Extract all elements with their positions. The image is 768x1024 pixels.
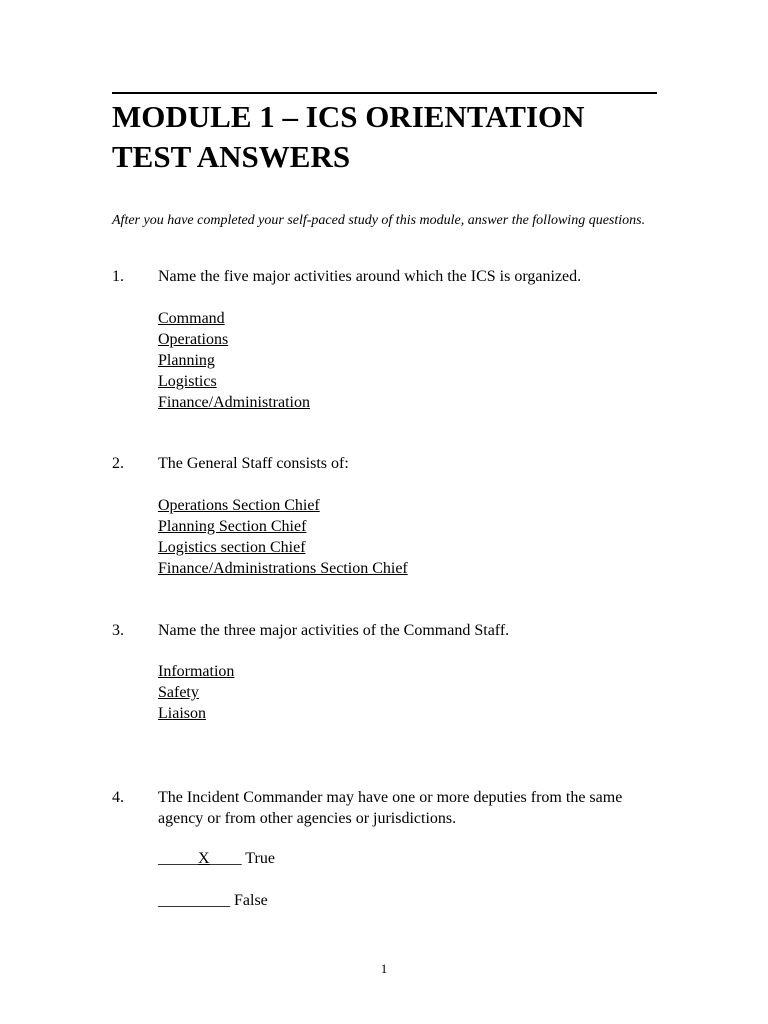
question-4-text: The Incident Commander may have one or more deputies from the same agency or from other agencies or jurisdictions. xyxy=(158,789,623,827)
title-line-2: TEST ANSWERS xyxy=(112,139,351,174)
page-number: 1 xyxy=(380,961,388,976)
question-1-answers xyxy=(158,308,310,413)
answer-item: Planning Section Chief xyxy=(158,518,307,535)
question-4-number: 4. xyxy=(112,789,124,806)
true-option xyxy=(158,848,275,869)
answer-item: Operations Section Chief xyxy=(158,497,320,514)
false-option xyxy=(158,890,268,911)
blank-line: _____ xyxy=(158,850,198,867)
question-2-text: The General Staff consists of: xyxy=(158,455,349,472)
answer-item: Operations xyxy=(158,331,229,348)
answer-item: Finance/Administrations Section Chief xyxy=(158,560,408,577)
answer-item: Information xyxy=(158,663,235,680)
question-3-number: 3. xyxy=(112,622,124,639)
answer-mark: X xyxy=(198,850,210,867)
blank-line: ____ xyxy=(209,850,242,867)
question-3-answers xyxy=(158,661,234,724)
answer-item: Safety xyxy=(158,684,199,701)
answer-item: Liaison xyxy=(158,705,206,722)
instructions-text: After you have completed your self-paced study of this module, answer the following questions. xyxy=(112,213,646,228)
answer-item: Command xyxy=(158,310,225,327)
answer-item: Finance/Administration xyxy=(158,394,310,411)
header-rule xyxy=(112,92,657,94)
document-title xyxy=(112,97,672,177)
answer-item: Logistics section Chief xyxy=(158,539,306,556)
blank-line: _________ xyxy=(158,892,230,909)
question-2-number: 2. xyxy=(112,455,124,472)
answer-item: Planning xyxy=(158,352,215,369)
question-1-text: Name the five major activities around which the ICS is organized. xyxy=(158,268,582,285)
option-label-false: False xyxy=(234,892,268,909)
question-3-text: Name the three major activities of the Command Staff. xyxy=(158,622,510,639)
answer-item: Logistics xyxy=(158,373,217,390)
option-label-true: True xyxy=(245,850,275,867)
question-2-answers xyxy=(158,495,408,579)
title-line-1: MODULE 1 – ICS ORIENTATION xyxy=(112,99,585,134)
question-1-number: 1. xyxy=(112,268,124,285)
